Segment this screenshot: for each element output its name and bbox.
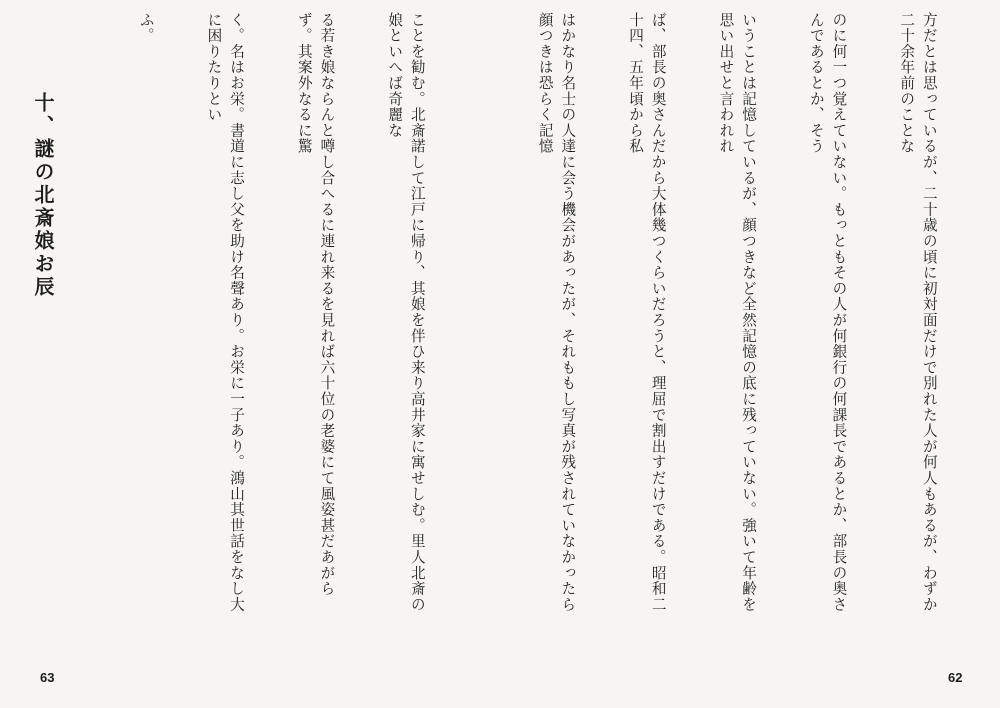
- right-page: [500, 0, 1000, 708]
- body-line: ことを勧む。北斎諾して江戸に帰り、其娘を伴ひ来り高井家に寓せしむ。里人北斎の娘といへば奇麗な: [386, 12, 426, 613]
- page-number: 62: [948, 670, 963, 685]
- body-line: のに何一つ覚えていない。もっともその人が何銀行の何課長であるとか、部長の奥さんであるとか、そう: [807, 12, 848, 613]
- chapter-title: 十、謎の北斎娘お辰: [31, 92, 55, 299]
- page-number: 63: [40, 670, 55, 685]
- right-page-body: [512, 12, 985, 624]
- left-page-body: [118, 12, 473, 624]
- body-line: 方だとは思っているが、二十歳の頃に初対面だけで別れた人が何人もあるが、わずか二十余年前のことな: [898, 12, 938, 613]
- body-line: ば、部長の奥さんだから大体幾つくらいだろうと、理屈で割出すだけである。昭和二十四、五年頃から私: [627, 12, 667, 613]
- body-line: いうことは記憶しているが、顔つきなど全然記憶の底に残っていない。強いて年齢を思い出せと言われれ: [717, 12, 758, 613]
- body-line: ふ。: [137, 12, 155, 44]
- body-line: く。名はお栄。書道に志し父を助け名聲あり。お栄に一子あり。鴻山其世話をなし大に困りたりとい: [205, 12, 246, 613]
- body-line: る若き娘ならんと噂し合へるに連れ来るを見れば六十位の老婆にて風姿甚だあがらず。其案外なるに驚: [295, 12, 336, 597]
- body-line: はかなり名士の人達に会う機会があったが、それももし写真が残されていなかったら顔つきは恐らく記憶: [536, 12, 577, 613]
